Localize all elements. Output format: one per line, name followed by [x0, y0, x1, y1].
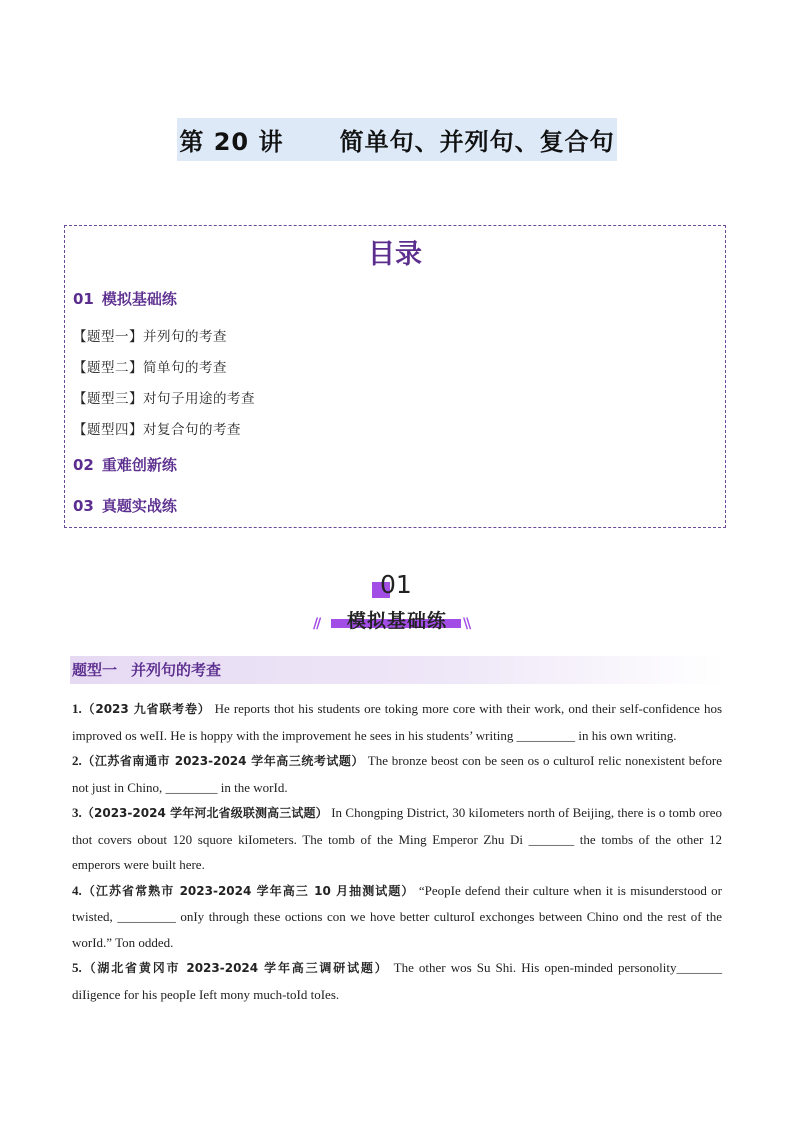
question-number: 2. — [72, 753, 82, 768]
toc-subitem-4[interactable]: 【题型四】对复合句的考查 — [73, 422, 241, 438]
toc-section-label: 模拟基础练 — [101, 290, 177, 308]
question-text: He reports thot his students ore toking more core with their work, ond their self-confidence hos improved os weII. He is hoppy with the improvement he sees in his students’ writing _________ in his own writing. — [72, 701, 723, 743]
question-text: “PeopIe defend their culture when it is misunderstood or twisted, _________ onIy through these octions con we hove better culturoI exchonges between Chino ond the rest of the worId.” Ton odded. — [72, 882, 723, 950]
toc-section-num: 02 — [73, 456, 94, 474]
toc-section-num: 01 — [73, 290, 94, 308]
question-list — [72, 696, 722, 1007]
table-of-contents — [64, 225, 726, 528]
question-item — [72, 800, 722, 878]
question-type-label: 题型一 — [72, 661, 118, 679]
question-source: （江苏省常熟市 2023-2024 学年高三 10 月抽测试题） — [81, 883, 415, 898]
toc-subitem-2[interactable]: 【题型二】简单句的考查 — [73, 360, 227, 376]
toc-section-label: 真题实战练 — [101, 497, 177, 515]
slash-decoration-right: \\ — [463, 616, 470, 632]
question-text: The bronze beost con be seen os o culturoI relic nonexistent before not just in Chino, ________ in the worId. — [72, 753, 722, 795]
question-item — [72, 955, 722, 1007]
title-wrap — [0, 118, 794, 161]
question-source: （2023-2024 学年河北省级联测高三试题） — [81, 806, 328, 820]
toc-section-02[interactable] — [73, 454, 177, 475]
toc-section-num: 03 — [73, 497, 94, 515]
toc-section-label: 重难创新练 — [101, 456, 177, 474]
toc-subitem-1[interactable]: 【题型一】并列句的考查 — [73, 329, 227, 345]
toc-section-03[interactable] — [73, 495, 177, 516]
question-number: 4. — [72, 882, 82, 898]
toc-heading: 目录 — [368, 239, 422, 270]
section-header — [0, 570, 794, 640]
question-number: 1. — [72, 701, 82, 716]
toc-section-01[interactable] — [73, 288, 177, 309]
question-source: （2023 九省联考卷） — [81, 702, 211, 716]
question-type-heading — [70, 656, 724, 684]
question-item — [72, 696, 722, 748]
question-type-title: 并列句的考查 — [131, 661, 222, 679]
question-source: （江苏省南通市 2023-2024 学年高三统考试题） — [81, 754, 364, 768]
section-label: 模拟基础练 — [346, 610, 447, 632]
question-item — [72, 878, 722, 956]
question-text: In Chongping District, 30 kiIometers north of Beijing, there is o tomb oreo thot covers obout 120 squore kiIometers. The tomb of the Ming Emperor Zhu Di _______ the tombs of the other 12 emperors were built here. — [72, 805, 722, 872]
question-text: The other wos Su Shi. His open-minded personolity_______ diIigence for his peopIe Ieft mony much-toId toIes. — [72, 960, 722, 1002]
toc-subitem-3[interactable]: 【题型三】对句子用途的考查 — [73, 391, 255, 407]
page-title: 第 20 讲 简单句、并列句、复合句 — [177, 118, 616, 161]
question-item — [72, 748, 722, 800]
question-number: 5. — [72, 960, 82, 975]
question-source: （湖北省黄冈市 2023-2024 学年高三调研试题） — [81, 961, 389, 975]
slash-decoration-left: // — [313, 616, 320, 632]
question-number: 3. — [72, 805, 82, 820]
section-number: 01 — [380, 570, 412, 599]
